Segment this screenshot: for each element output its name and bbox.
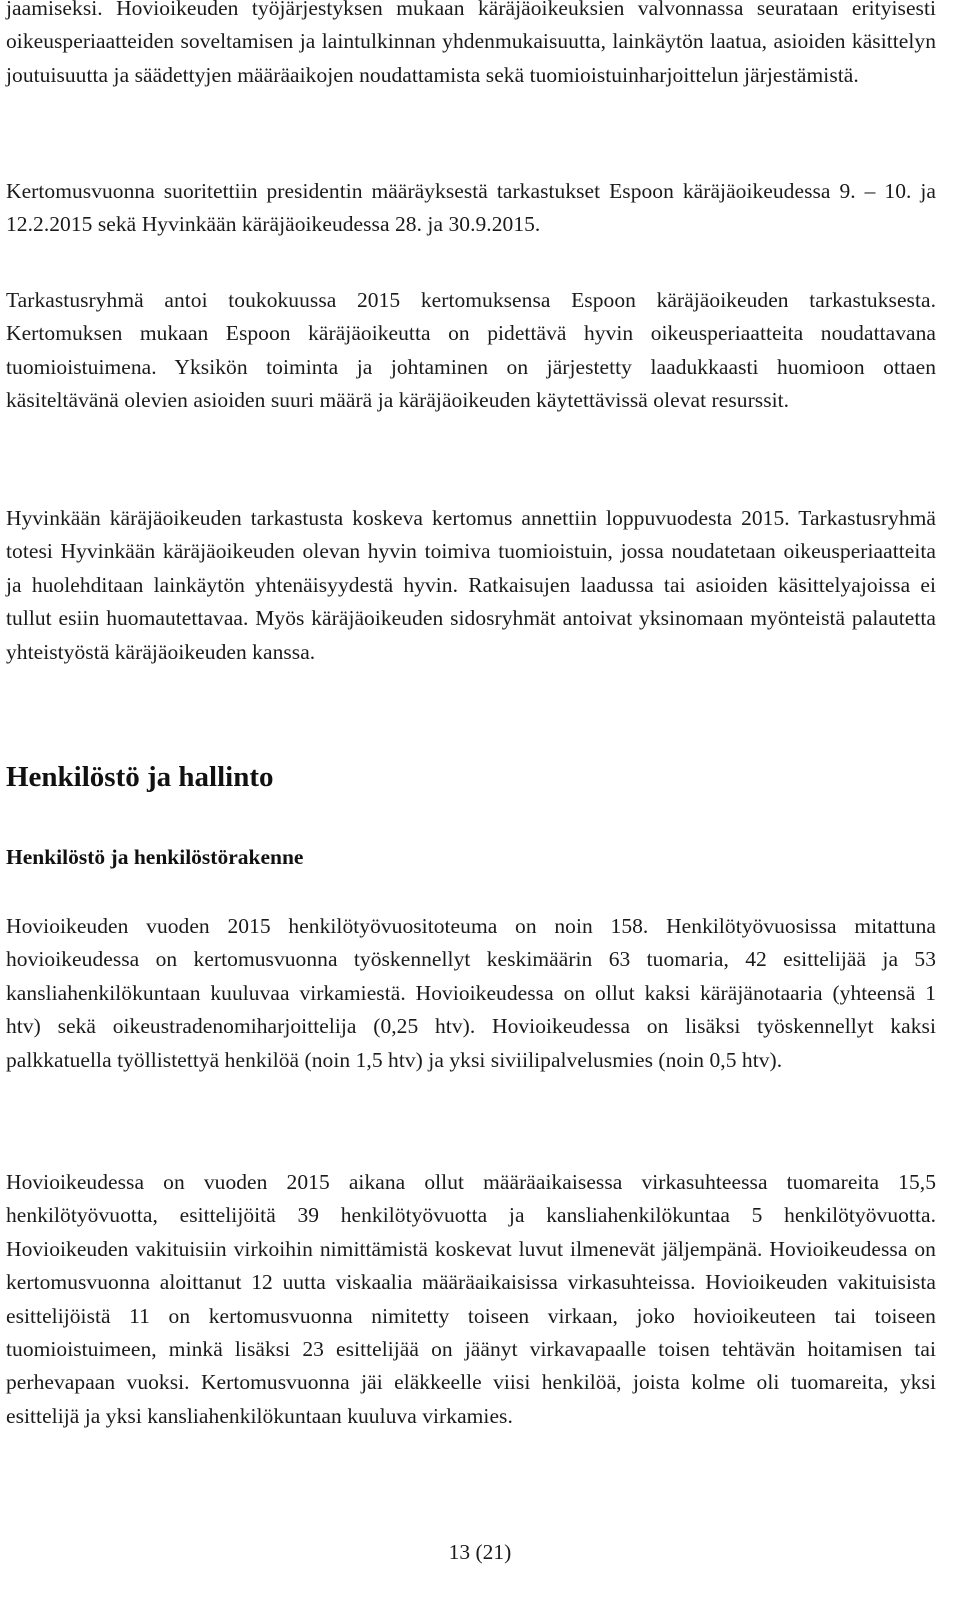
subsection-heading: Henkilöstö ja henkilöstörakenne [6,845,304,869]
paragraph-inspections: Kertomusvuonna suoritettiin presidentin määräyksestä tarkastukset Espoon käräjäoikeudessa 9. – 10. ja 12.2.2015 sekä Hyvinkään käräjäoikeudessa 28. ja 30.9.2015. [6,179,936,237]
paragraph-espoo-report: Tarkastusryhmä antoi toukokuussa 2015 kertomuksensa Espoon käräjäoikeuden tarkastuksesta. Kertomuksen mukaan Espoon käräjäoikeutta on pidettävä hyvin oikeusperiaatteita noudattavana tuomioistuimena. Yksikön toiminta ja johtaminen on järjestetty laadukkaasti huomioon ottaen käsiteltävänä olevien asioiden suuri määrä ja käräjäoikeuden käytettävissä olevat resurssit. [6,288,936,413]
paragraph-supervision: jaamiseksi. Hovioikeuden työjärjestyksen mukaan käräjäoikeuksien valvonnassa seurataan erityisesti oikeusperiaatteiden soveltamisen ja laintulkinnan yhdenmukaisuutta, lainkäytön laatua, asioiden käsittelyn joutuisuutta ja säädettyjen määräaikojen noudattamista sekä tuomioistuinharjoittelun järjestämistä. [6,0,936,87]
section-heading: Henkilöstö ja hallinto [6,761,274,793]
paragraph-staff-years: Hovioikeuden vuoden 2015 henkilötyövuositoteuma on noin 158. Henkilötyövuosissa mitattuna hovioikeudessa on kertomusvuonna työskennellyt keskimäärin 63 tuomaria, 42 esittelijää ja 53 kansliahenkilökuntaan kuuluvaa virkamiestä. Hovioikeudessa on ollut kaksi käräjänotaaria (yhteensä 1 htv) sekä oikeustradenomiharjoittelija (0,25 htv). Hovioikeudessa on lisäksi työskennellyt kaksi palkkatuella työllistettyä henkilöä (noin 1,5 htv) ja yksi siviilipalvelusmies (noin 0,5 htv). [6,914,936,1072]
page-number: 13 (21) [448,1540,512,1564]
paragraph-hyvinkaa-report: Hyvinkään käräjäoikeuden tarkastusta koskeva kertomus annettiin loppuvuodesta 2015. Tarkastusryhmä totesi Hyvinkään käräjäoikeuden olevan hyvin toimiva tuomioistuin, jossa noudatetaan oikeusperiaatteita ja huolehditaan lainkäytön yhtenäisyydestä hyvin. Ratkaisujen laadussa tai asioiden käsittelyajoissa ei tullut esiin huomautettavaa. Myös käräjäoikeuden sidosryhmät antoivat yksinomaan myönteistä palautetta yhteistyöstä käräjäoikeuden kanssa. [6,506,936,664]
paragraph-fixed-term-staff: Hovioikeudessa on vuoden 2015 aikana ollut määräaikaisessa virkasuhteessa tuomareita 15,5 henkilötyövuotta, esittelijöitä 39 henkilötyövuotta ja kansliahenkilökuntaa 5 henkilötyövuotta. Hovioikeuden vakituisiin virkoihin nimittämistä koskevat luvut ilmenevät jäljempänä. Hovioikeudessa on kertomusvuonna aloittanut 12 uutta viskaalia määräaikaisissa virkasuhteissa. Hovioikeuden vakituisista esittelijöistä 11 on kertomusvuonna nimitetty toiseen virkaan, joko hovioikeuteen tai toiseen tuomioistuimeen, minkä lisäksi 23 esittelijää on jäänyt virkavapaalle toisen tehtävän hoitamisen tai perhevapaan vuoksi. Kertomusvuonna jäi eläkkeelle viisi henkilöä, joista kolme oli tuomareita, yksi esittelijä ja yksi kansliahenkilökuntaan kuuluva virkamies. [6,1170,936,1428]
